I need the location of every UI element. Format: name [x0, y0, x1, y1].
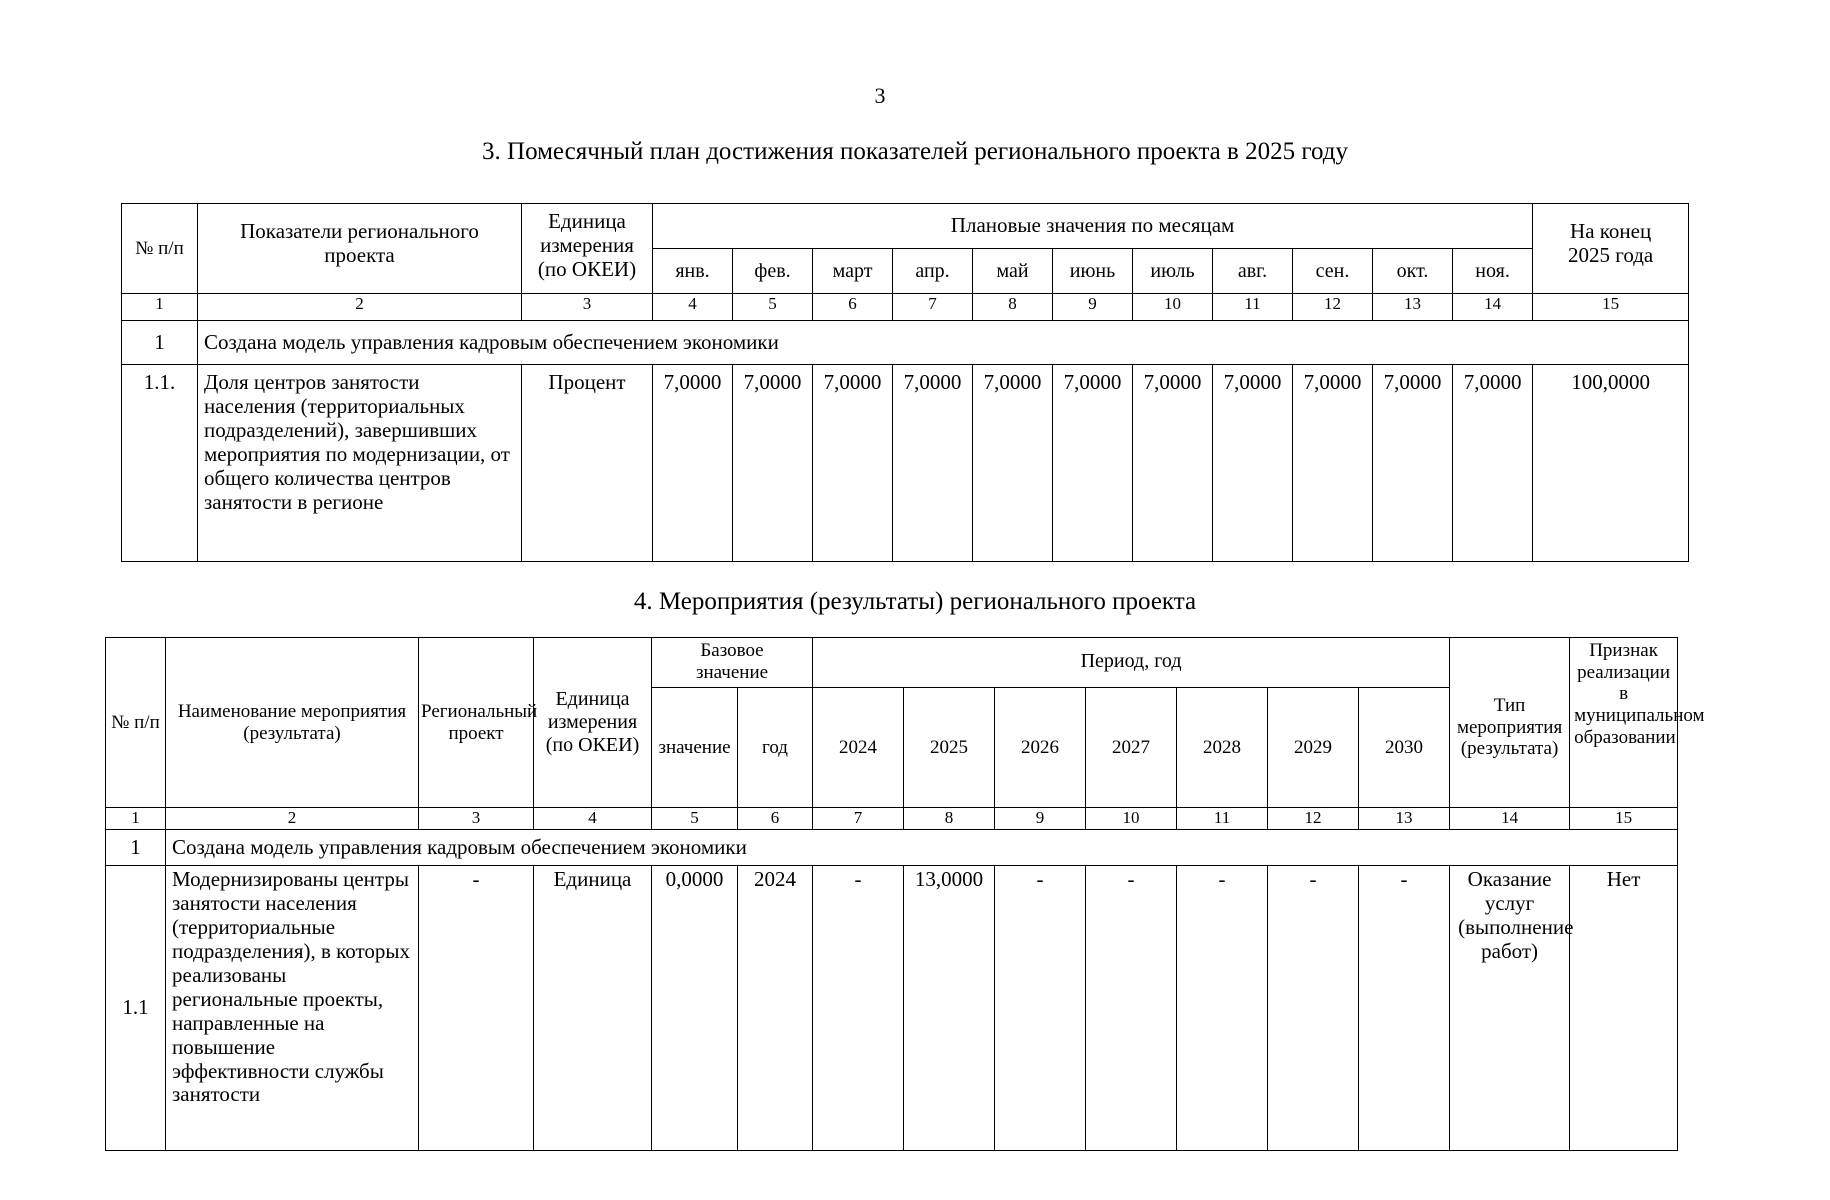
header-base: Базовое значение — [652, 638, 813, 688]
header-unit: Единица измерения (по ОКЕИ) — [522, 204, 653, 294]
column-number: 14 — [1450, 808, 1570, 830]
header-unit: Единица измерения (по ОКЕИ) — [534, 638, 652, 808]
header-period: Период, год — [813, 638, 1450, 688]
year-header: 2029 — [1268, 688, 1359, 808]
column-number: 9 — [995, 808, 1086, 830]
column-number: 8 — [973, 294, 1053, 321]
month-value: 7,0000 — [1453, 365, 1533, 562]
row-num: 1.1. — [122, 365, 198, 562]
measure-type: Оказание услуг (выполнение работ) — [1450, 866, 1570, 1151]
column-number: 2 — [166, 808, 419, 830]
base-value: 0,0000 — [652, 866, 738, 1151]
month-value: 7,0000 — [733, 365, 813, 562]
column-number: 3 — [419, 808, 534, 830]
column-number: 11 — [1213, 294, 1293, 321]
month-header: фев. — [733, 249, 813, 294]
unit-value: Процент — [522, 365, 653, 562]
column-number: 14 — [1453, 294, 1533, 321]
month-value: 7,0000 — [893, 365, 973, 562]
header-end: На конец 2025 года — [1533, 204, 1689, 294]
column-number: 5 — [733, 294, 813, 321]
column-number: 4 — [534, 808, 652, 830]
header-base-year: год — [738, 688, 813, 808]
month-header: окт. — [1373, 249, 1453, 294]
header-type: Тип мероприятия (результата) — [1450, 638, 1570, 808]
year-value: - — [1359, 866, 1450, 1151]
month-header: март — [813, 249, 893, 294]
month-value: 7,0000 — [973, 365, 1053, 562]
month-header: июнь — [1053, 249, 1133, 294]
column-number: 6 — [738, 808, 813, 830]
year-value: - — [1086, 866, 1177, 1151]
column-number: 9 — [1053, 294, 1133, 321]
end-of-year-value: 100,0000 — [1533, 365, 1689, 562]
column-number: 15 — [1533, 294, 1689, 321]
year-value: - — [1268, 866, 1359, 1151]
section-4-title: 4. Мероприятия (результаты) регионального проекта — [633, 588, 1197, 615]
header-indicator: Показатели регионального проекта — [198, 204, 522, 294]
year-header: 2030 — [1359, 688, 1450, 808]
measures-table — [105, 637, 1705, 1151]
year-value: 13,0000 — [904, 866, 995, 1151]
year-value: - — [813, 866, 904, 1151]
column-number: 6 — [813, 294, 893, 321]
column-number: 13 — [1359, 808, 1450, 830]
month-value: 7,0000 — [653, 365, 733, 562]
column-number: 7 — [813, 808, 904, 830]
row-num: 1.1 — [106, 866, 166, 1151]
month-header: янв. — [653, 249, 733, 294]
column-number: 1 — [122, 294, 198, 321]
column-number: 7 — [893, 294, 973, 321]
regional-value: - — [419, 866, 534, 1151]
year-value: - — [1177, 866, 1268, 1151]
group-num: 1 — [106, 830, 166, 866]
month-header: сен. — [1293, 249, 1373, 294]
indicator-name: Доля центров занятости населения (территориальных подразделений), завершивших мероприятия по модернизации, от общего количества центров занятости в регионе — [198, 365, 522, 562]
month-header: авг. — [1213, 249, 1293, 294]
monthly-plan-table — [121, 203, 1689, 562]
base-year: 2024 — [738, 866, 813, 1151]
header-municipal: Признак реализации в муниципальном образовании — [1570, 638, 1678, 808]
month-header: июль — [1133, 249, 1213, 294]
unit-value: Единица — [534, 866, 652, 1151]
month-value: 7,0000 — [1053, 365, 1133, 562]
section-3-title: 3. Помесячный план достижения показателей регионального проекта в 2025 году — [482, 138, 1348, 165]
column-number: 5 — [652, 808, 738, 830]
column-number: 13 — [1373, 294, 1453, 321]
municipal-flag: Нет — [1570, 866, 1678, 1151]
year-header: 2027 — [1086, 688, 1177, 808]
month-value: 7,0000 — [1373, 365, 1453, 562]
measure-name: Модернизированы центры занятости населения (территориальные подразделения), в которых реализованы региональные проекты, направленные на повышение эффективности службы занятости — [166, 866, 419, 1151]
page-number: 3 — [874, 83, 886, 108]
month-value: 7,0000 — [1133, 365, 1213, 562]
column-number: 8 — [904, 808, 995, 830]
column-number: 2 — [198, 294, 522, 321]
year-header: 2028 — [1177, 688, 1268, 808]
header-regional: Региональный проект — [419, 638, 534, 808]
header-num: № п/п — [106, 638, 166, 808]
year-value: - — [995, 866, 1086, 1151]
month-header: апр. — [893, 249, 973, 294]
year-header: 2025 — [904, 688, 995, 808]
column-number: 1 — [106, 808, 166, 830]
column-number: 15 — [1570, 808, 1678, 830]
group-title: Создана модель управления кадровым обеспечением экономики — [198, 321, 1689, 365]
group-title: Создана модель управления кадровым обеспечением экономики — [166, 830, 1678, 866]
month-value: 7,0000 — [1293, 365, 1373, 562]
column-number: 10 — [1133, 294, 1213, 321]
column-number: 12 — [1268, 808, 1359, 830]
year-header: 2024 — [813, 688, 904, 808]
column-number: 3 — [522, 294, 653, 321]
column-number: 11 — [1177, 808, 1268, 830]
column-number: 12 — [1293, 294, 1373, 321]
month-value: 7,0000 — [1213, 365, 1293, 562]
month-value: 7,0000 — [813, 365, 893, 562]
column-number: 10 — [1086, 808, 1177, 830]
year-header: 2026 — [995, 688, 1086, 808]
column-number: 4 — [653, 294, 733, 321]
header-base-value: значение — [652, 688, 738, 808]
header-plan: Плановые значения по месяцам — [653, 204, 1533, 249]
month-header: ноя. — [1453, 249, 1533, 294]
month-header: май — [973, 249, 1053, 294]
header-num: № п/п — [122, 204, 198, 294]
group-num: 1 — [122, 321, 198, 365]
header-name: Наименование мероприятия (результата) — [166, 638, 419, 808]
